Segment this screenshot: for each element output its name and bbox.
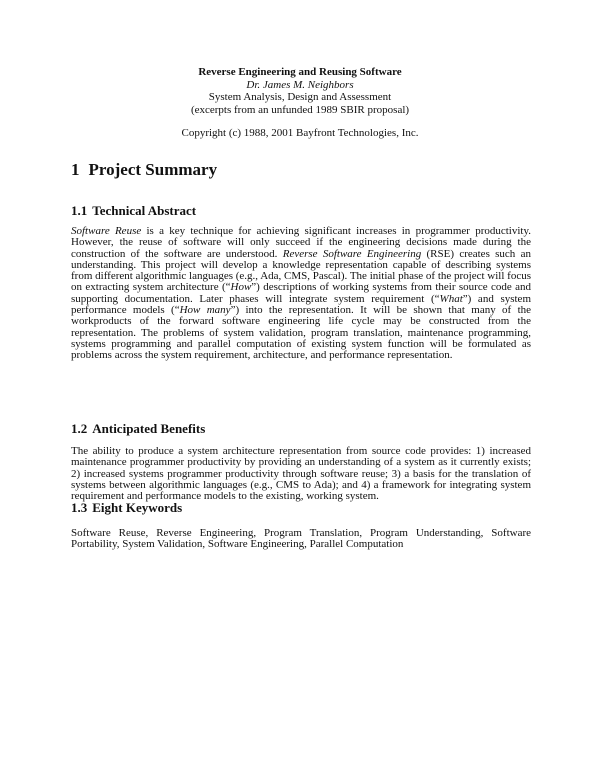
- subsection-heading-technical-abstract: [71, 203, 196, 219]
- term-software-reuse: Software Reuse: [71, 225, 142, 237]
- term-how-many: How many: [179, 304, 231, 317]
- section-heading-project-summary: [71, 160, 217, 180]
- abstract-text-1: is a key technique for achieving significant increases in programmer productivity. However, the reuse of software will only succeed if the engineering decisions made during the construction of the software are understood.: [71, 225, 532, 260]
- technical-abstract-paragraph: [71, 226, 531, 362]
- abstract-text-2: (RSE) creates such an understanding. This project will develop a knowledge representation capable of describing systems from different algorithmic languages (e.g., Ada, CMS, Pascal). The initial phase of the project will focus on extracting system architecture (“: [71, 247, 531, 294]
- section-number: 1: [71, 160, 80, 179]
- subsection-number: 1.3: [71, 500, 88, 515]
- subsection-heading-eight-keywords: [71, 500, 182, 516]
- subsection-heading-anticipated-benefits: [71, 421, 205, 437]
- abstract-text-3: ”) descriptions of working systems from their source code and supporting documentation. Later phases will integrate system requirement (“: [71, 281, 531, 305]
- subsection-number: 1.2: [71, 421, 88, 436]
- proposal-note: (excerpts from an unfunded 1989 SBIR proposal): [190, 103, 410, 116]
- term-what: What: [439, 292, 463, 305]
- abstract-text-4: ”) and system performance models (“: [71, 292, 531, 317]
- term-reverse-software-engineering: Reverse Software Engineering: [282, 247, 422, 260]
- subsection-title: Anticipated Benefits: [92, 421, 206, 436]
- author-name: Dr. James M. Neighbors: [246, 78, 354, 91]
- anticipated-benefits-paragraph: The ability to produce a system architecture representation from source code provides: 1) increased maintenance programmer productivity by providing an understanding of a system as it currently exists; 2) increased systems programmer productivity through software reuse; 3) a basis for the translation of systems between algorithmic languages (e.g., CMS to Ada); and 4) a framework for integrating system requirement and performance models to the existing, working system.: [71, 445, 531, 503]
- document-title: Reverse Engineering and Reusing Software: [198, 66, 402, 78]
- subsection-title: Technical Abstract: [92, 203, 197, 218]
- term-how: How: [230, 281, 252, 294]
- subsection-number: 1.1: [71, 203, 88, 218]
- department-line: System Analysis, Design and Assessment: [208, 91, 392, 103]
- section-title: Project Summary: [88, 160, 218, 179]
- copyright-line: Copyright (c) 1988, 2001 Bayfront Technologies, Inc.: [181, 127, 419, 139]
- document-header: [0, 66, 600, 140]
- abstract-text-5: ”) into the representation. It will be shown that many of the workproducts of the forward software engineering life cycle may be constructed from the representation. The problems of system validation, program translation, maintenance programming, systems programming and parallel computation of existing system function will be formulated as problems across the system requirement, architecture, and performance representation.: [71, 304, 532, 362]
- keywords-paragraph: Software Reuse, Reverse Engineering, Program Translation, Program Understanding, Software Portability, System Validation, Software Engineering, Parallel Computation: [71, 527, 531, 551]
- subsection-title: Eight Keywords: [92, 500, 183, 515]
